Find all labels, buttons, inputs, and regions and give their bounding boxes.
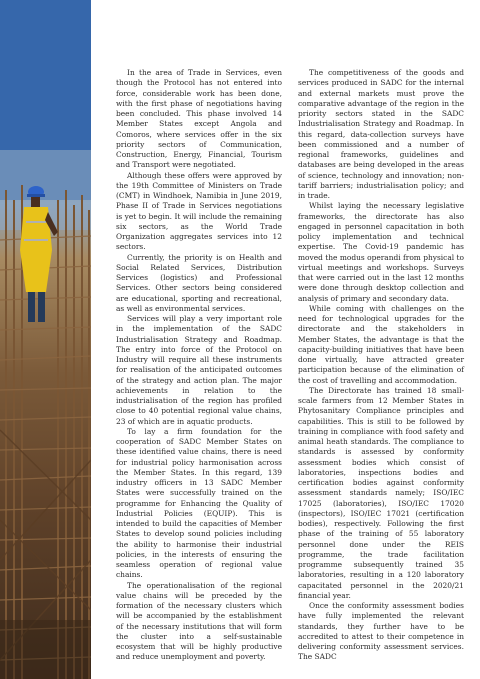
left-column — [116, 68, 282, 668]
paragraph: In the area of Trade in Services, even though the Protocol has not entered into force, considerable work has been done, with the first phase of negotiations having been concluded. This phase involved 14 Member States except Angola and Comoros, where services offer in the six priority sectors of Communication, Construction, Energy, Financial, Tourism and Transport were negotiated. — [116, 68, 282, 170]
right-column — [298, 68, 464, 668]
paragraph: Services will play a very important role in the implementation of the SADC Industrialisation Strategy and Roadmap. The entry into force of the Protocol on Industry will require all these instruments for realisation of the anticipated outcomes of the strategy and action plan. The major achievements in relation to the industrialisation of the region has profiled close to 40 potential regional value chains, 23 of which are in aquatic products. — [116, 314, 282, 426]
paragraph: Although these offers were approved by the 19th Committee of Ministers on Trade (CMT) in Windhoek, Namibia in June 2019, Phase II of Trade in Services negotiations is yet to begin. It will include the remaining six sectors, as the World Trade Organization aggregates services into 12 sectors. — [116, 170, 282, 252]
paragraph: Whilst laying the necessary legislative frameworks, the directorate has also engaged in personnel capacitation in both policy implementation and technical expertise. The Covid-19 pandemic has moved the modus operandi from physical to virtual meetings and workshops. Surveys that were carried out in the last 12 months were done through desktop collection and analysis of primary and secondary data. — [298, 201, 464, 303]
paragraph: Currently, the priority is on Health and Social Related Services, Distribution Services (logistics) and Professional Services. Other sectors being considered are educational, sporting and recreational, as well as environmental services. — [116, 252, 282, 313]
paragraph: To lay a firm foundation for the cooperation of SADC Member States on these identified value chains, there is need for industrial policy harmonisation across the Member States. In this regard, 139 industry officers in 13 SADC Member States were successfully trained on the programme for Enhancing the Quality of Industrial Policies (EQUIP). This is intended to build the capacities of Member States to develop sound policies including the ability to harmonise their industrial policies, in the interests of ensuring the seamless operation of regional value chains. — [116, 426, 282, 580]
paragraph: While coming with challenges on the need for technological upgrades for the directorate and the stakeholders in Member States, the advantage is that the capacity-building initiatives that have been done virtually, have attracted greater participation because of the elimination of the cost of travelling and accommodation. — [298, 303, 464, 385]
rebar-scene-illustration — [0, 0, 91, 679]
article-body — [116, 68, 464, 668]
construction-worker-photo — [0, 0, 91, 679]
paragraph: The operationalisation of the regional value chains will be preceded by the formation of the necessary clusters which will be accompanied by the establishment of the necessary institutions that will form the cluster into a self-sustainable ecosystem that will be highly productive and reduce unemployment and poverty. — [116, 580, 282, 662]
paragraph: Once the conformity assessment bodies have fully implemented the relevant standards, they further have to be accredited to attest to their competence in delivering conformity assessment services. The SADC — [298, 601, 464, 662]
paragraph: The Directorate has trained 18 small-scale farmers from 12 Member States in Phytosanitary Compliance principles and capabilities. This is still to be followed by training in compliance with food safety and animal heath standards. The compliance to standards is assessed by conformity assessment bodies which consist of laboratories, inspections bodies and certification bodies against conformity assessment standards namely; ISO/IEC 17025 (laboratories), ISO/IEC 17020 (inspectors), ISO/IEC 17021 (certification bodies), respectively. Following the first phase of the training of 55 laboratory personnel done under the REIS programme, the trade facilitation programme subsequently trained 35 laboratories, resulting in a 120 laboratory capacitated personnel in the 2020/21 financial year. — [298, 385, 464, 600]
paragraph: The competitiveness of the goods and services produced in SADC for the internal and external markets must prove the comparative advantage of the region in the priority sectors stated in the SADC Industrialisation Strategy and Roadmap. In this regard, data-collection surveys have been commissioned and a number of regional frameworks, guidelines and databases are being developed in the areas of science, technology and innovation; non-tariff barriers; industrialisation policy; and in trade. — [298, 68, 464, 200]
